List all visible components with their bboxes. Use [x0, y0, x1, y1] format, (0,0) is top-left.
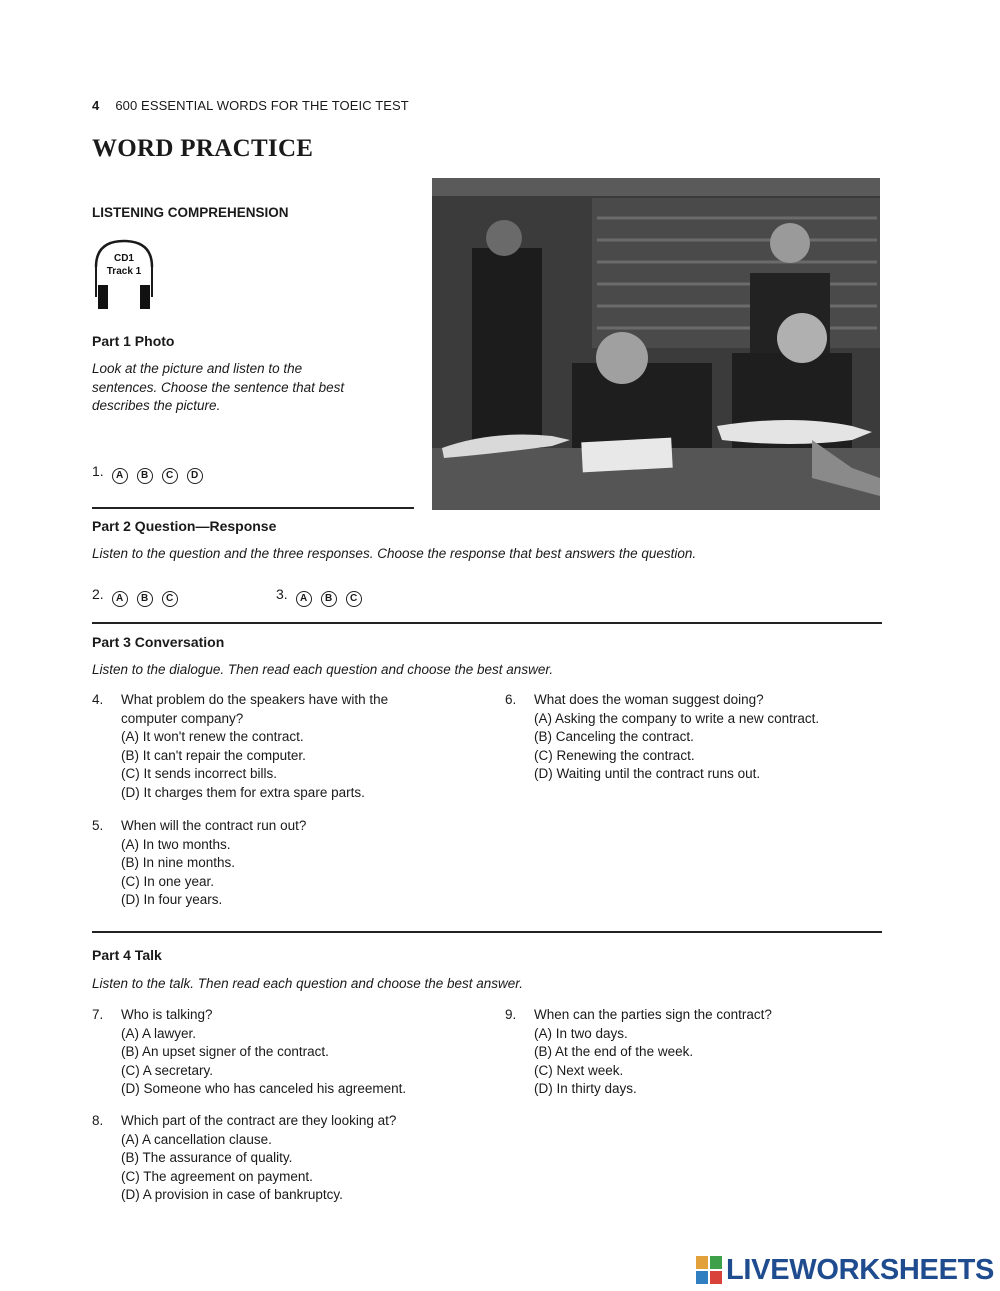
answer-choice-d: (D) Waiting until the contract runs out. — [534, 766, 761, 782]
question-number: 1. — [92, 463, 104, 479]
answer-choice-c: (C) A secretary. — [121, 1062, 214, 1078]
question-9 — [505, 1006, 885, 1099]
question-number: 8. — [92, 1113, 104, 1128]
question-stem: computer company? — [121, 710, 244, 726]
part1-instructions: Look at the picture and listen to the sentences. Choose the sentence that best describes the picture. — [92, 361, 345, 413]
answer-choice-b: (B) Canceling the contract. — [534, 729, 694, 745]
question-number: 2. — [92, 586, 104, 602]
headphones-icon — [92, 237, 156, 313]
answer-bubble-c[interactable]: C — [346, 591, 362, 607]
answer-choice-a: (A) In two days. — [534, 1025, 628, 1041]
part3-heading: Part 3 Conversation — [92, 634, 225, 650]
part1-heading: Part 1 Photo — [92, 333, 175, 349]
contract-signing-photo — [432, 178, 880, 510]
part2-instructions: Listen to the question and the three responses. Choose the response that best answers the question. — [92, 546, 697, 561]
question-6 — [505, 691, 885, 784]
page-title: WORD PRACTICE — [92, 135, 314, 162]
answer-bubble-a[interactable]: A — [296, 591, 312, 607]
question-stem: What problem do the speakers have with the — [121, 692, 389, 707]
liveworksheets-logo[interactable] — [696, 1252, 994, 1288]
answer-choice-b: (B) At the end of the week. — [534, 1044, 694, 1060]
answer-choice-c: (C) In one year. — [121, 873, 215, 889]
question-number: 9. — [505, 1007, 517, 1022]
question-stem: Who is talking? — [121, 1007, 213, 1022]
answer-choice-b: (B) It can't repair the computer. — [121, 747, 306, 763]
part4-instructions: Listen to the talk. Then read each question and choose the best answer. — [92, 976, 524, 991]
divider — [92, 931, 882, 933]
logo-text: LIVEWORKSHEETS — [726, 1253, 995, 1286]
answer-bubble-b[interactable]: B — [321, 591, 337, 607]
part2-heading: Part 2 Question—Response — [92, 518, 277, 534]
question-stem: Which part of the contract are they looking at? — [121, 1113, 397, 1128]
answer-bubble-c[interactable]: C — [162, 591, 178, 607]
answer-choice-a: (A) It won't renew the contract. — [121, 729, 304, 745]
question-2-answers — [92, 586, 187, 607]
answer-choice-c: (C) Next week. — [534, 1062, 624, 1078]
answer-choice-d: (D) A provision in case of bankruptcy. — [121, 1187, 343, 1203]
liveworksheets-mark-icon — [696, 1256, 722, 1284]
page-number: 4 — [92, 98, 100, 113]
answer-choice-a: (A) A lawyer. — [121, 1025, 197, 1041]
answer-bubble-d[interactable]: D — [187, 468, 203, 484]
answer-choice-a: (A) Asking the company to write a new contract. — [534, 710, 820, 726]
answer-choice-b: (B) In nine months. — [121, 855, 236, 871]
question-number: 6. — [505, 692, 517, 707]
question-5 — [92, 817, 472, 910]
book-title: 600 ESSENTIAL WORDS FOR THE TOEIC TEST — [115, 98, 409, 113]
section-title: LISTENING COMPREHENSION — [92, 205, 289, 220]
question-number: 4. — [92, 692, 104, 707]
answer-choice-b: (B) The assurance of quality. — [121, 1150, 293, 1166]
part3-instructions: Listen to the dialogue. Then read each question and choose the best answer. — [92, 662, 554, 677]
answer-choice-d: (D) Someone who has canceled his agreement. — [121, 1081, 407, 1097]
question-8 — [92, 1112, 492, 1205]
question-stem: When can the parties sign the contract? — [534, 1007, 772, 1022]
divider — [92, 622, 882, 624]
question-stem: What does the woman suggest doing? — [534, 692, 764, 707]
question-7 — [92, 1006, 492, 1099]
answer-choice-d: (D) In thirty days. — [534, 1081, 637, 1097]
divider — [92, 507, 414, 509]
answer-choice-c: (C) It sends incorrect bills. — [121, 766, 278, 782]
answer-bubble-a[interactable]: A — [112, 591, 128, 607]
question-number: 7. — [92, 1007, 104, 1022]
track-label: Track 1 — [106, 266, 142, 277]
running-header — [92, 98, 409, 113]
answer-bubble-b[interactable]: B — [137, 468, 153, 484]
question-number: 5. — [92, 818, 104, 833]
question-number: 3. — [276, 586, 288, 602]
part4-heading: Part 4 Talk — [92, 947, 162, 963]
answer-bubble-b[interactable]: B — [137, 591, 153, 607]
question-3-answers — [276, 586, 371, 607]
cd-label: CD1 — [113, 253, 135, 264]
question-1-answers — [92, 463, 212, 484]
answer-choice-d: (D) It charges them for extra spare parts. — [121, 784, 365, 800]
answer-choice-a: (A) A cancellation clause. — [121, 1131, 272, 1147]
question-4 — [92, 691, 472, 803]
answer-bubble-c[interactable]: C — [162, 468, 178, 484]
answer-choice-c: (C) The agreement on payment. — [121, 1168, 313, 1184]
answer-choice-a: (A) In two months. — [121, 836, 231, 852]
answer-bubble-a[interactable]: A — [112, 468, 128, 484]
answer-choice-c: (C) Renewing the contract. — [534, 747, 695, 763]
answer-choice-b: (B) An upset signer of the contract. — [121, 1044, 329, 1060]
question-stem: When will the contract run out? — [121, 818, 307, 833]
answer-choice-d: (D) In four years. — [121, 892, 223, 908]
